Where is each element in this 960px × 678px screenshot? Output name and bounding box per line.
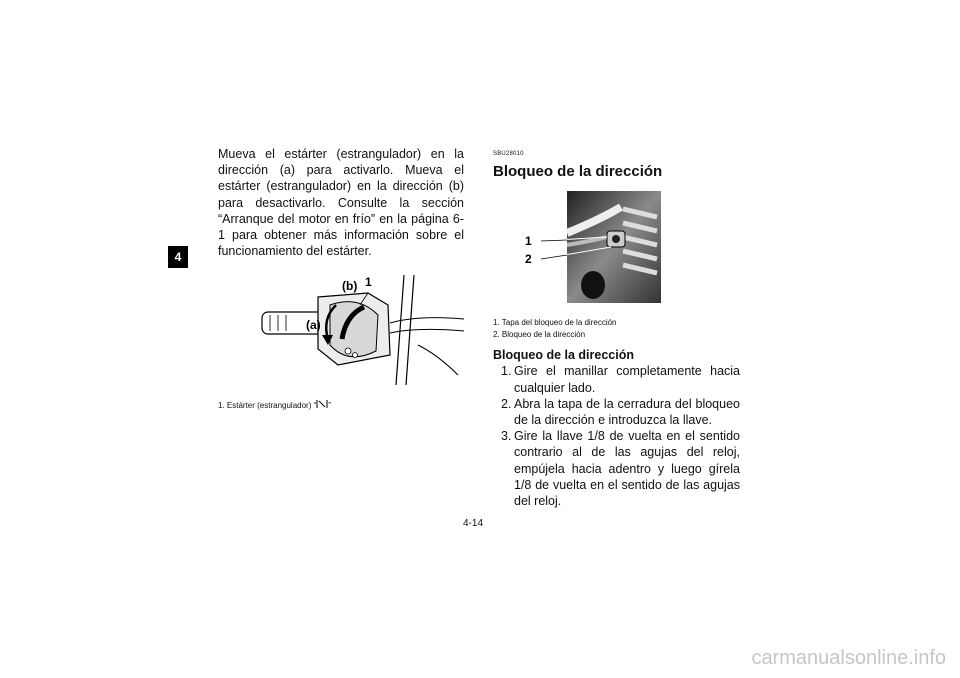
photo-label-1: 1 <box>525 234 532 249</box>
choke-caption-text: 1. Estárter (estrangulador) “ <box>218 401 317 411</box>
step-item: 3. Gire la llave 1/8 de vuelta en el sentido contrario al de las agujas del reloj, empújela hacia adentro y luego gírela 1/8 de vuelta en el sentido de las agujas del reloj. <box>501 429 740 509</box>
label-1: 1 <box>365 275 372 290</box>
step-item: 1. Gire el manillar completamente hacia cualquier lado. <box>501 364 740 395</box>
page-number: 4-14 <box>463 518 484 529</box>
steering-lock-photo <box>511 189 661 307</box>
choke-caption <box>218 399 464 412</box>
choke-symbol-icon <box>316 399 328 409</box>
watermark: carmanualsonline.info <box>751 647 946 669</box>
choke-caption-end: ” <box>328 401 331 411</box>
caption-lock: 2. Bloqueo de la dirección <box>493 330 586 340</box>
label-a: (a) <box>306 318 321 333</box>
right-column <box>493 146 740 509</box>
procedure-steps <box>493 363 740 509</box>
photo-captions <box>493 317 740 341</box>
procedure-heading: Bloqueo de la dirección <box>493 348 634 363</box>
step-item: 2. Abra la tapa de la cerradura del bloqueo de la dirección e introduzca la llave. <box>501 396 740 428</box>
left-column <box>218 146 464 412</box>
caption-lock-cover: 1. Tapa del bloqueo de la dirección <box>493 318 617 328</box>
section-code: SBU28010 <box>493 151 524 157</box>
choke-illustration <box>218 275 464 393</box>
photo-label-2: 2 <box>525 252 532 267</box>
section-heading: Bloqueo de la dirección <box>493 163 663 181</box>
chapter-tab: 4 <box>168 246 188 268</box>
label-b: (b) <box>342 279 358 294</box>
choke-instructions: Mueva el estárter (estrangulador) en la dirección (a) para activarlo. Mueva el estárter (estrangulador) en la dirección (b) para desactivarlo. Consulte la sección “Arranque del motor en frío” en la página 6-1 para obtener más información sobre el funcionamiento del estárter. <box>218 147 464 259</box>
